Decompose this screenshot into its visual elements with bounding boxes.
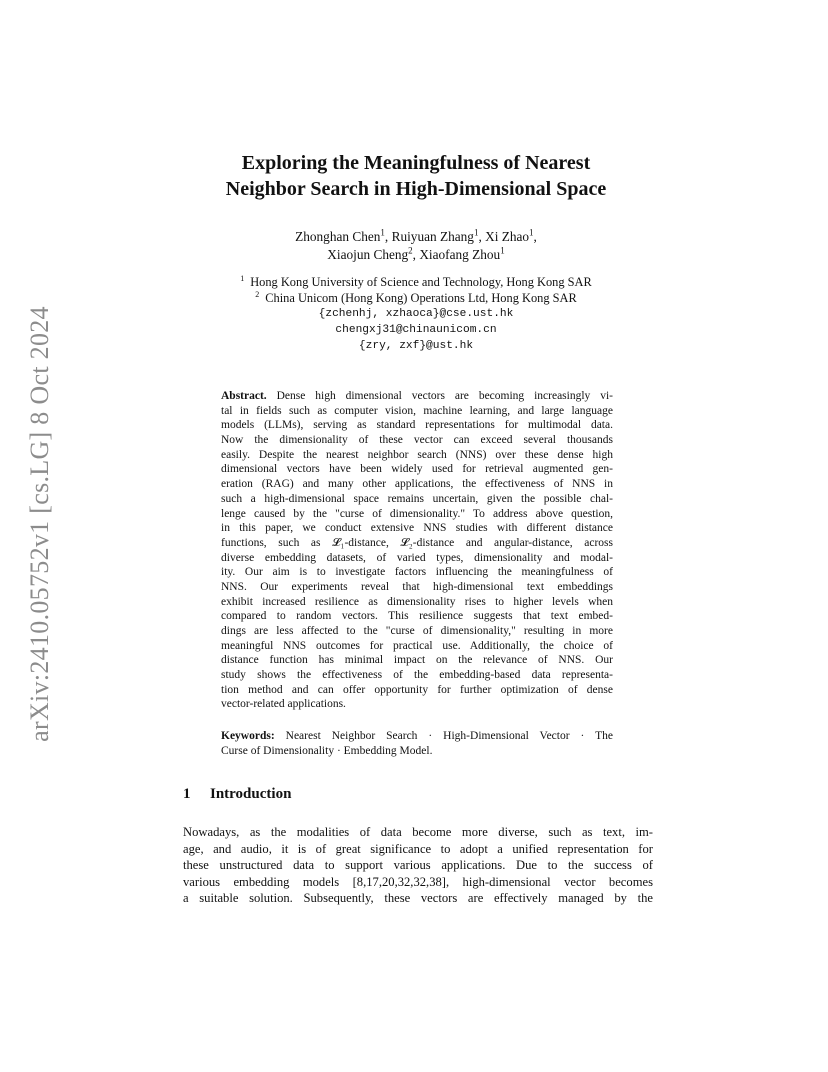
title-line: Neighbor Search in High-Dimensional Space (225, 178, 607, 200)
author-name: Xi Zhao (485, 229, 530, 244)
section-body (183, 824, 653, 907)
abstract-line: functions, such as 𝓛₁-distance, 𝓛₂-distance and angular-distance, across (221, 536, 613, 549)
abstract-line: vector-related applications. (221, 698, 346, 711)
email[interactable]: {zry, zxf}@ust.hk (358, 340, 474, 352)
abstract-line: models (LLMs), serving as standard representations for multimodal data. (221, 419, 613, 432)
body-line: age, and audio, it is of great significance to adopt a unified representation for (183, 841, 653, 856)
abstract (221, 389, 613, 712)
abstract-line: meaningful NNS outcomes for practical use. Additionally, the choice of (221, 639, 613, 652)
keywords-label: Keywords: (221, 730, 275, 742)
affiliation-mark: 2 (255, 289, 260, 299)
arxiv-identifier (20, 296, 60, 752)
abstract-line: lenge caused by the "curse of dimensionality." To address above question, (221, 507, 613, 520)
abstract-line: tal in fields such as computer vision, machine learning, and large language (221, 404, 613, 417)
author-name: Zhonghan Chen (295, 229, 381, 244)
email[interactable]: {zchenhj, xzhaoca}@cse.ust.hk (318, 308, 514, 320)
affiliation-text: China Unicom (Hong Kong) Operations Ltd, Hong Kong SAR (265, 291, 577, 305)
paper-title (150, 150, 682, 202)
affiliation-text: Hong Kong University of Science and Technology, Hong Kong SAR (250, 275, 592, 289)
abstract-line: such a high-dimensional space remains uncertain, given the possible chal- (221, 492, 613, 505)
affiliation-mark: 1 (240, 273, 245, 283)
author-list: Zhonghan Chen$^1$, Ruiyuan Zhang$^1$, Xi Zhao$^1$, Xiaojun Cheng$^2$, Xiaofang Zhou$^1$ (295, 227, 537, 262)
affiliation (150, 274, 682, 290)
abstract-line: distance function has minimal impact on the relevance of NNS. Our (221, 654, 613, 667)
keywords-line: Curse of Dimensionality · Embedding Model. (221, 745, 433, 757)
abstract-line: tion method and can offer opportunity for further optimization of dense (221, 683, 613, 696)
body-line: various embedding models [8,17,20,32,32,38], high-dimensional vector becomes (183, 874, 653, 889)
abstract-line: dimensional vectors have been widely used for retrieval augmented gen- (221, 463, 613, 476)
section-number: 1 (183, 786, 191, 802)
author-affil-mark: 1 (500, 245, 505, 256)
abstract-line: exhibit increased resilience as dimensionality rises to higher levels when (221, 595, 613, 608)
section-heading (183, 786, 291, 803)
abstract-line: dings are less affected to the "curse of dimensionality," resulting in more (221, 625, 613, 637)
affiliations (150, 274, 682, 354)
abstract-label: Abstract. (221, 390, 267, 402)
abstract-line: easily. Despite the nearest neighbor search (NNS) over these dense high (221, 448, 613, 461)
abstract-line: ity. Our aim is to investigate factors influencing the meaningfulness of (221, 566, 613, 579)
author-affil-mark: 1 (529, 227, 534, 238)
abstract-line: NNS. Our experiments reveal that high-dimensional text embeddings (221, 580, 613, 593)
author-affil-mark: 2 (408, 245, 413, 256)
keywords-line: Keywords: Nearest Neighbor Search · High-Dimensional Vector · The (221, 730, 613, 742)
body-line: a suitable solution. Subsequently, these vectors are effectively managed by the (183, 891, 653, 906)
title-line: Exploring the Meaningfulness of Nearest (241, 152, 591, 174)
abstract-line: compared to random vectors. This resilience suggests that text embed- (221, 610, 613, 623)
body-line: these unstructured data to support various applications. Due to the success of (183, 858, 653, 873)
abstract-line: Now the dimensionality of these vector can exceed several thousands (221, 434, 613, 447)
abstract-line: in this paper, we conduct extensive NNS studies with different distance (221, 522, 613, 535)
affiliation (150, 290, 682, 306)
author-name: Xiaofang Zhou (419, 247, 501, 262)
author-name: Xiaojun Cheng (327, 247, 409, 262)
keywords (221, 729, 613, 759)
email[interactable]: chengxj31@chinaunicom.cn (335, 324, 497, 336)
abstract-line: Abstract. Dense high dimensional vectors are becoming increasingly vi- (221, 390, 613, 402)
abstract-line: study shows the effectiveness of the embedding-based data representa- (221, 669, 613, 682)
author-affil-mark: 1 (473, 227, 479, 238)
author-name: Ruiyuan Zhang (391, 229, 474, 244)
arxiv-identifier-text: arXiv:2410.05752v1 [cs.LG] 8 Oct 2024 (25, 306, 54, 742)
author-affil-mark: 1 (380, 227, 385, 238)
abstract-line: diverse embedding datasets, of varied types, dimensionality and modal- (221, 551, 613, 564)
section-title: Introduction (210, 786, 292, 802)
body-line: Nowadays, as the modalities of data become more diverse, such as text, im- (183, 825, 653, 839)
abstract-line: eration (RAG) and many other applications, the effectiveness of NNS in (221, 478, 613, 491)
